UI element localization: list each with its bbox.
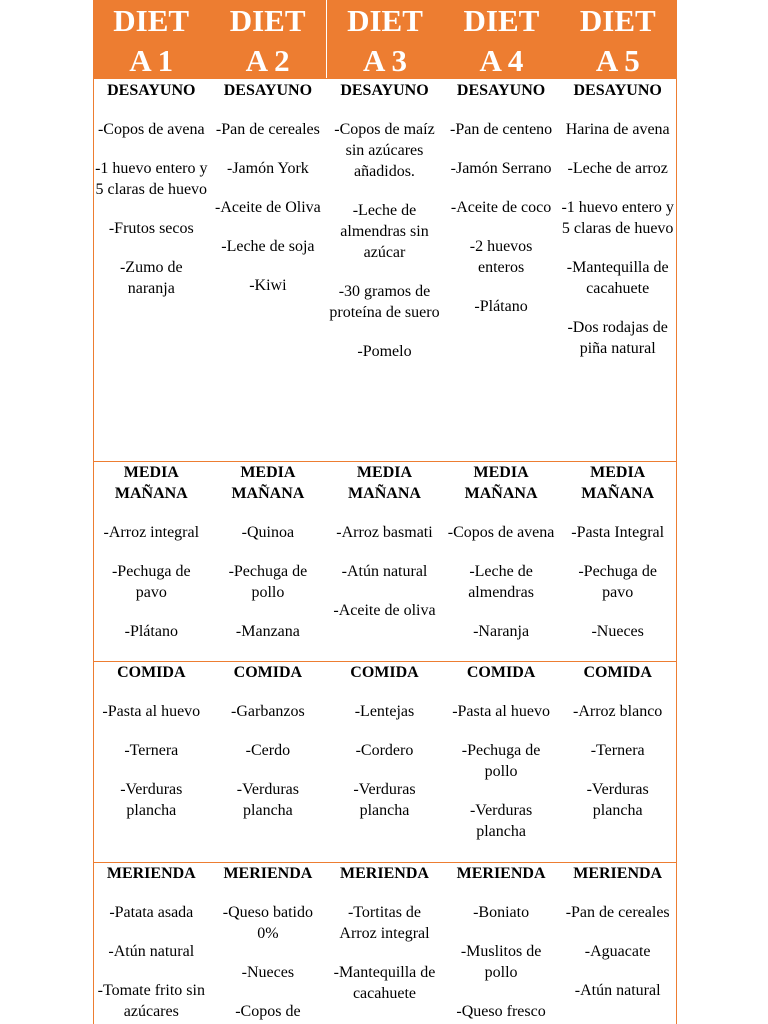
header-line2: A 1 [129, 43, 174, 78]
list-item: -Lentejas [354, 703, 415, 720]
cell-comida-3 [326, 662, 443, 862]
header-line1: DIET [113, 3, 190, 38]
section-title: MEDIA MAÑANA [231, 464, 305, 502]
cell-media-manana-4 [443, 462, 560, 661]
list-item: -Aceite de Oliva [215, 199, 321, 216]
list-item: -1 huevo entero y 5 claras de huevo [561, 199, 674, 237]
section-title: MERIENDA [223, 865, 313, 882]
section-title: DESAYUNO [223, 82, 313, 99]
list-item: -1 huevo entero y 5 claras de huevo [95, 160, 208, 198]
section-title: MERIENDA [340, 865, 429, 882]
list-item: -Arroz basmati [336, 524, 433, 541]
list-item: -30 gramos de proteína de suero [329, 283, 440, 321]
section-title: MEDIA MAÑANA [464, 464, 538, 502]
list-item: -Leche de soja [221, 238, 315, 255]
list-item: -Queso batido 0% [222, 904, 313, 942]
list-item: -Boniato [473, 904, 530, 921]
cell-media-manana-1 [93, 462, 210, 661]
section-title: DESAYUNO [107, 82, 196, 99]
list-item: -Leche de almendras sin azúcar [340, 202, 429, 261]
section-title: COMIDA [117, 664, 186, 681]
list-item: -Pechuga de pavo [578, 563, 657, 601]
list-item: -Pasta al huevo [102, 703, 201, 720]
header-line1: DIET [347, 3, 423, 38]
cell-merienda-2 [210, 863, 327, 1024]
list-item: -Muslitos de pollo [460, 943, 542, 981]
header-diet-5 [560, 0, 676, 78]
list-item: -Plátano [474, 298, 528, 315]
list-item: -Kiwi [249, 277, 287, 294]
section-media-manana [93, 461, 676, 661]
list-item: -Atún natural [108, 943, 195, 960]
list-item: -Atún natural [341, 563, 428, 580]
section-title: DESAYUNO [340, 82, 429, 99]
section-desayuno [93, 78, 676, 461]
cell-media-manana-3 [326, 462, 443, 661]
section-title: MERIENDA [106, 865, 196, 882]
section-title: COMIDA [583, 664, 652, 681]
cell-desayuno-1 [93, 79, 210, 461]
list-item: -Pasta al huevo [452, 703, 550, 720]
list-item: -Mantequilla de cacahuete [566, 259, 669, 297]
section-title: MERIENDA [573, 865, 663, 882]
section-comida [93, 661, 676, 862]
header-line1: DIET [229, 3, 306, 38]
header-diet-3 [326, 0, 443, 78]
list-item: -Pechuga de pavo [111, 563, 191, 601]
section-title: MEDIA MAÑANA [581, 464, 655, 502]
cell-merienda-5 [559, 863, 676, 1024]
cell-desayuno-3 [326, 79, 443, 461]
list-item: -Verduras plancha [120, 781, 183, 819]
list-item: -Jamón York [226, 160, 309, 177]
list-item: -Leche de almendras [468, 563, 534, 601]
cell-media-manana-5 [559, 462, 676, 661]
header-line1: DIET [463, 3, 540, 38]
section-title: MERIENDA [456, 865, 546, 882]
list-item: -Pan de cereales [215, 121, 320, 138]
list-item: -Queso fresco [456, 1003, 546, 1020]
header-line2: A 4 [479, 43, 524, 78]
list-item: -Aguacate [584, 943, 651, 960]
cell-desayuno-5 [559, 79, 676, 461]
list-item: -Patata asada [109, 904, 194, 921]
header-line2: A 3 [363, 43, 407, 78]
cell-comida-5 [559, 662, 676, 862]
list-item: -Pasta Integral [571, 524, 665, 541]
section-title: MEDIA MAÑANA [114, 464, 188, 502]
list-item: -Copos de avena [97, 121, 205, 138]
list-item: -Nueces [241, 964, 295, 981]
list-item: -2 huevos enteros [469, 238, 533, 276]
list-item: -Atún natural [574, 982, 661, 999]
list-item: -Garbanzos [231, 703, 305, 720]
list-item: -Ternera [124, 742, 179, 759]
header-line1: DIET [579, 3, 656, 38]
section-title: COMIDA [233, 664, 303, 681]
list-item: -Cordero [355, 742, 414, 759]
header-row [93, 0, 676, 78]
list-item: -Aceite de oliva [333, 602, 436, 619]
list-item: -Copos de avena [447, 524, 555, 541]
list-item: -Zumo de naranja [119, 259, 183, 297]
list-item: -Jamón Serrano [450, 160, 552, 177]
header-diet-2 [209, 0, 325, 78]
section-title: COMIDA [466, 664, 536, 681]
cell-desayuno-4 [443, 79, 560, 461]
cell-media-manana-2 [210, 462, 327, 661]
list-item: -Verduras plancha [236, 781, 299, 819]
section-title: COMIDA [350, 664, 419, 681]
list-item: -Pechuga de pollo [461, 742, 541, 780]
list-item: -Copos de [235, 1003, 301, 1020]
list-item: -Leche de arroz [567, 160, 668, 177]
header-line2: A 5 [595, 43, 640, 78]
list-item: Harina de avena [565, 121, 670, 138]
cell-comida-4 [443, 662, 560, 862]
list-item: -Pan de cereales [565, 904, 670, 921]
header-diet-1 [93, 0, 209, 78]
list-item: -Verduras plancha [586, 781, 649, 819]
list-item: -Mantequilla de cacahuete [333, 964, 436, 1002]
list-item: -Aceite de coco [450, 199, 552, 216]
list-item: -Tomate frito sin azúcares [97, 982, 205, 1020]
list-item: -Ternera [590, 742, 645, 759]
section-title: DESAYUNO [573, 82, 662, 99]
list-item: -Dos rodajas de piña natural [567, 319, 668, 357]
table-border-right [676, 0, 677, 1024]
list-item: -Verduras plancha [353, 781, 416, 819]
header-diet-4 [443, 0, 559, 78]
cell-desayuno-2 [210, 79, 327, 461]
list-item: -Pomelo [357, 343, 412, 360]
list-item: -Naranja [473, 623, 530, 640]
table-border-left [93, 0, 94, 1024]
cell-merienda-3 [326, 863, 443, 1024]
list-item: -Copos de maíz sin azúcares añadidos. [334, 121, 435, 180]
list-item: -Arroz blanco [573, 703, 663, 720]
diet-table [93, 0, 676, 1024]
list-item: -Cerdo [245, 742, 291, 759]
cell-comida-1 [93, 662, 210, 862]
section-title: DESAYUNO [456, 82, 546, 99]
list-item: -Tortitas de Arroz integral [339, 904, 430, 942]
cell-comida-2 [210, 662, 327, 862]
list-item: -Nueces [591, 623, 644, 640]
cell-merienda-1 [93, 863, 210, 1024]
list-item: -Pan de centeno [449, 121, 553, 138]
list-item: -Quinoa [241, 524, 295, 541]
list-item: -Frutos secos [108, 220, 194, 237]
list-item: -Plátano [124, 623, 178, 640]
list-item: -Verduras plancha [469, 802, 533, 840]
list-item: -Pechuga de pollo [228, 563, 308, 601]
list-item: -Manzana [235, 623, 300, 640]
cell-merienda-4 [443, 863, 560, 1024]
list-item: -Arroz integral [103, 524, 200, 541]
section-merienda [93, 862, 676, 1024]
section-title: MEDIA MAÑANA [348, 464, 421, 502]
header-line2: A 2 [245, 43, 290, 78]
